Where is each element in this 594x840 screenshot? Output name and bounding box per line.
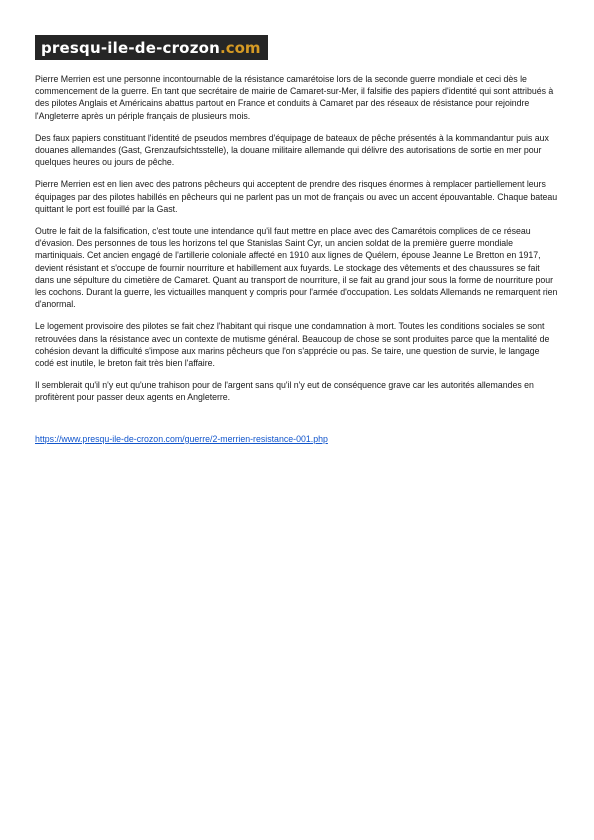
logo-tld: .com [220,38,261,57]
source-link[interactable]: https://www.presqu-ile-de-crozon.com/guerre/2-merrien-resistance-001.php [35,433,328,444]
paragraph: Des faux papiers constituant l'identité de pseudos membres d'équipage de bateaux de pêche présentés à la kommandantur puis aux douanes allemandes (Gast, Grenzaufsichtsstelle), la douane militaire allemande qui délivre des autorisations de sortie en mer pour quelques heures ou jours de pêche. [35,132,549,168]
paragraph: Pierre Merrien est une personne incontournable de la résistance camarétoise lors de la seconde guerre mondiale et ceci dès le commencement de la guerre. En tant que secrétaire de mairie de Camaret-sur-Mer, il falsifie des papiers d'identité qui sont attribués à des pilotes Anglais et Américains abattus partout en France et conduits à Camaret par des réseaux de résistance pour rejoindre l'Angleterre après un périple français de plusieurs mois. [35,74,554,121]
paragraph: Pierre Merrien est en lien avec des patrons pêcheurs qui acceptent de prendre des risques énormes à remplacer partiellement leurs équipages par des pilotes habillés en pêcheurs qui ne parlent pas un mot de français ou avec un accent épouvantable. Chaque bateau quittant le port est fouillé par la Gast. [35,179,558,214]
paragraph: Le logement provisoire des pilotes se fait chez l'habitant qui risque une condamnation à mort. Toutes les conditions sociales se sont retrouvées dans la résistance avec un contexte de mutisme général. Beaucoup de chose se sont produites parce que la mentalité de cohésion devant la difficulté s'impose aux marins pêcheurs que l'on s'apprécie ou pas. Se taire, une question de survie, le langage codé est inutile, le breton fait très bien l'affaire. [35,321,550,369]
site-logo[interactable] [35,35,268,60]
paragraph: Il semblerait qu'il n'y eut qu'une trahison pour de l'argent sans qu'il n'y eut de conséquence grave car les autorités allemandes en profitèrent pour passer deux agents en Angleterre. [35,380,534,403]
logo-text: presqu-ile-de-crozon [41,38,221,57]
article-body [35,73,558,445]
paragraph: Outre le fait de la falsification, c'est toute une intendance qu'il faut mettre en place avec des Camarétois complices de ce réseau d'évasion. Des personnes de tous les horizons tel que Stanislas Saint Cyr, un ancien soldat de la première guerre mondiale martiniquais. Cet ancien engagé de l'artillerie coloniale affecté en 1910 aux lignes de Quélern, épouse Jeanne Le Bretton en 1917, devient résistant et s'occupe de fournir nourriture et habillement aux fuyards. Le stockage des vêtements et des chaussures se fait dans une sépulture du cimetière de Camaret. Quant au transport de nourriture, il se fait au grand jour sous la forme de nourriture pour les cochons. Durant la guerre, les victuailles manquent y compris pour l'armée d'occupation. Les soldats Allemands ne remarquent rien d'anormal. [35,226,558,310]
